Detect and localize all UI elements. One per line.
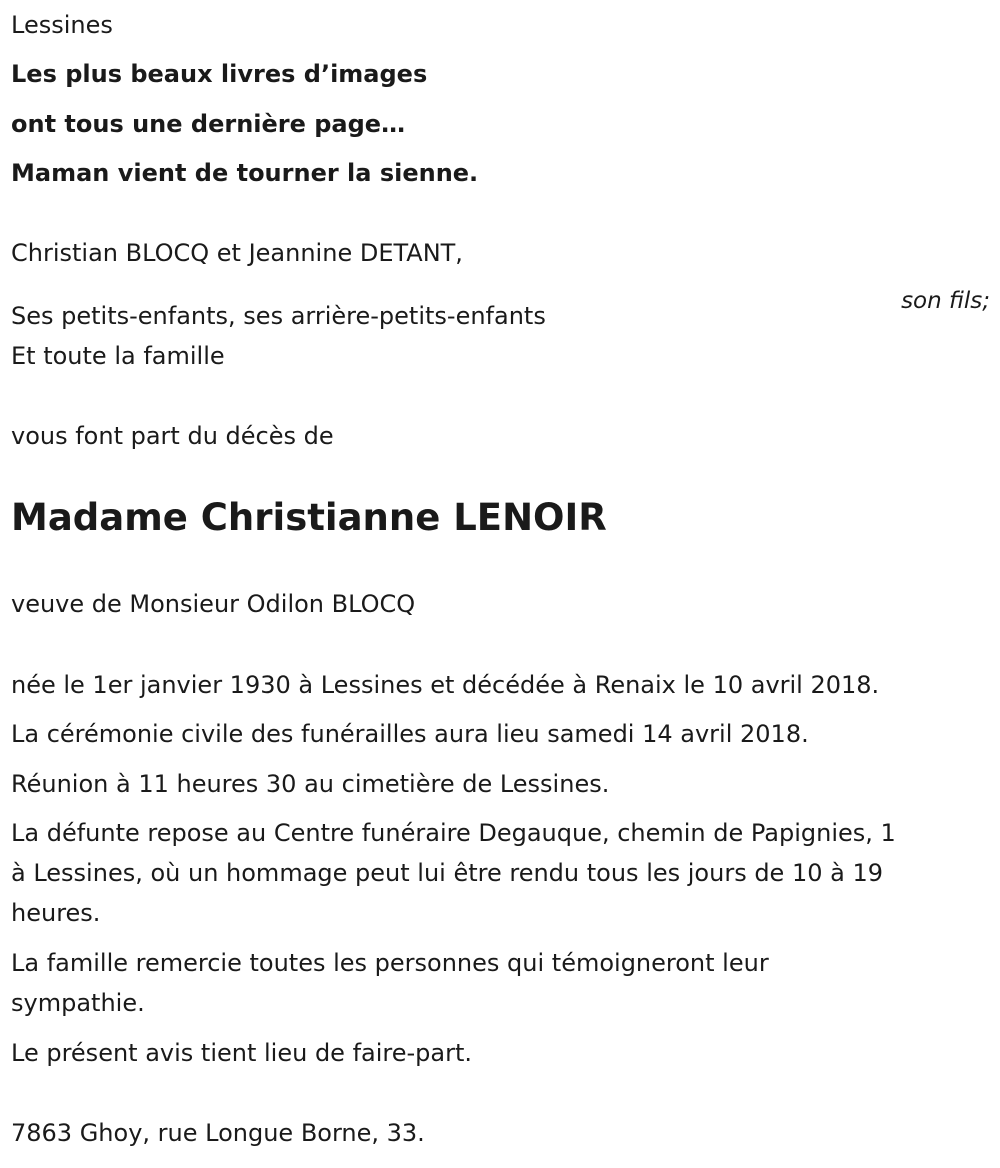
- son-role: son fils;: [901, 288, 990, 314]
- family-line: Et toute la famille: [11, 342, 225, 370]
- widow-of-line: veuve de Monsieur Odilon BLOCQ: [11, 590, 416, 618]
- thanks-line-1: La famille remercie toutes les personnes qui témoigneront leur: [11, 949, 769, 977]
- poem-line-2: ont tous une dernière page…: [11, 110, 406, 138]
- repose-line-3: heures.: [11, 899, 101, 927]
- deceased-name: Madame Christianne LENOIR: [11, 496, 607, 539]
- repose-line-2: à Lessines, où un hommage peut lui être rendu tous les jours de 10 à 19: [11, 859, 883, 887]
- son-names: Christian BLOCQ et Jeannine DETANT,: [11, 239, 463, 267]
- poem-line-1: Les plus beaux livres d’images: [11, 60, 428, 88]
- city-label: Lessines: [11, 11, 113, 39]
- repose-line-1: La défunte repose au Centre funéraire Degauque, chemin de Papignies, 1: [11, 819, 896, 847]
- thanks-line-2: sympathie.: [11, 989, 145, 1017]
- ceremony-line: La cérémonie civile des funérailles aura lieu samedi 14 avril 2018.: [11, 720, 809, 748]
- meeting-line: Réunion à 11 heures 30 au cimetière de Lessines.: [11, 770, 610, 798]
- birth-death-line: née le 1er janvier 1930 à Lessines et décédée à Renaix le 10 avril 2018.: [11, 671, 880, 699]
- poem-line-3: Maman vient de tourner la sienne.: [11, 159, 479, 187]
- grandchildren-line: Ses petits-enfants, ses arrière-petits-enfants: [11, 302, 546, 330]
- address-line: 7863 Ghoy, rue Longue Borne, 33.: [11, 1119, 425, 1147]
- notice-line: Le présent avis tient lieu de faire-part.: [11, 1039, 473, 1067]
- announcement-intro: vous font part du décès de: [11, 422, 334, 450]
